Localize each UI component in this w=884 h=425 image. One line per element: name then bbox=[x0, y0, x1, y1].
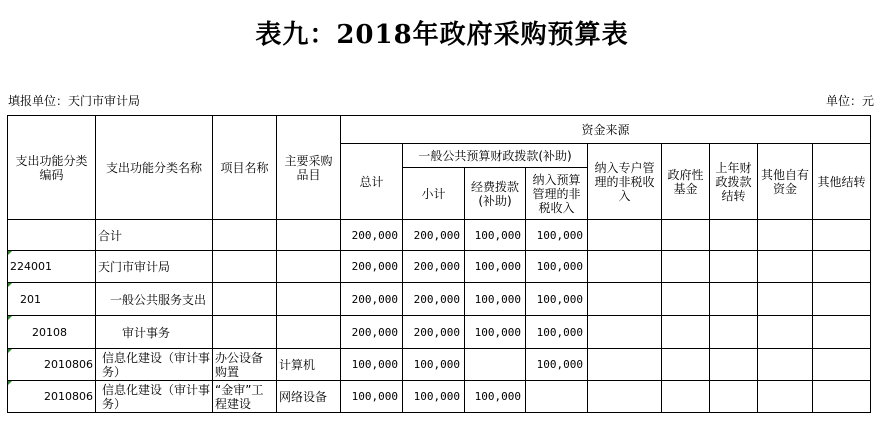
row-prev-year bbox=[710, 381, 758, 413]
row-name: 一般公共服务支出 bbox=[96, 283, 213, 316]
row-nontax: 100,000 bbox=[526, 316, 588, 349]
row-special bbox=[588, 381, 662, 413]
page-title: 表九：2018年政府采购预算表 bbox=[255, 20, 629, 50]
row-nontax bbox=[526, 381, 588, 413]
row-other bbox=[813, 316, 871, 349]
table-row bbox=[8, 283, 871, 316]
row-item bbox=[213, 251, 277, 283]
row-name: 信息化建设（审计事务） bbox=[96, 349, 213, 381]
row-funds: 100,000 bbox=[465, 381, 526, 413]
row-total: 100,000 bbox=[341, 349, 403, 381]
row-other bbox=[813, 220, 871, 251]
row-total: 200,000 bbox=[341, 220, 403, 251]
row-purchase bbox=[277, 316, 341, 349]
row-purchase: 网络设备 bbox=[277, 381, 341, 413]
row-other bbox=[813, 381, 871, 413]
table-row bbox=[8, 349, 871, 381]
row-funds bbox=[465, 349, 526, 381]
header-code: 支出功能分类编码 bbox=[8, 116, 96, 220]
header-fund-source: 资金来源 bbox=[341, 116, 871, 144]
row-item: 办公设备购置 bbox=[213, 349, 277, 381]
row-gov-fund bbox=[662, 251, 710, 283]
table-row bbox=[8, 251, 871, 283]
row-name: 合计 bbox=[96, 220, 213, 251]
header-funds: 经费拨款(补助) bbox=[465, 168, 526, 220]
row-code: 2010806 bbox=[8, 349, 96, 381]
row-purchase bbox=[277, 283, 341, 316]
row-total: 200,000 bbox=[341, 316, 403, 349]
header-subtotal: 小计 bbox=[403, 168, 465, 220]
row-item bbox=[213, 316, 277, 349]
row-prev-year bbox=[710, 251, 758, 283]
table-row bbox=[8, 381, 871, 413]
row-self bbox=[758, 316, 813, 349]
table-row bbox=[8, 220, 871, 251]
budget-table bbox=[7, 115, 871, 413]
header-item: 项目名称 bbox=[213, 116, 277, 220]
row-prev-year bbox=[710, 349, 758, 381]
row-other bbox=[813, 349, 871, 381]
header-other: 其他结转 bbox=[813, 144, 871, 220]
row-item bbox=[213, 283, 277, 316]
row-funds: 100,000 bbox=[465, 316, 526, 349]
reporting-unit: 填报单位：天门市审计局 bbox=[8, 94, 141, 108]
row-special bbox=[588, 220, 662, 251]
row-self bbox=[758, 251, 813, 283]
currency-unit: 单位：元 bbox=[825, 94, 874, 108]
row-subtotal: 100,000 bbox=[403, 381, 465, 413]
row-code: 224001 bbox=[8, 251, 96, 283]
row-prev-year bbox=[710, 220, 758, 251]
row-funds: 100,000 bbox=[465, 251, 526, 283]
row-funds: 100,000 bbox=[465, 220, 526, 251]
row-total: 200,000 bbox=[341, 283, 403, 316]
header-self: 其他自有资金 bbox=[758, 144, 813, 220]
row-other bbox=[813, 251, 871, 283]
row-special bbox=[588, 251, 662, 283]
row-nontax: 100,000 bbox=[526, 220, 588, 251]
header-gov-fund: 政府性基金 bbox=[662, 144, 710, 220]
row-funds: 100,000 bbox=[465, 283, 526, 316]
row-special bbox=[588, 283, 662, 316]
header-total: 总计 bbox=[341, 144, 403, 220]
row-item: “金审”工程建设 bbox=[213, 381, 277, 413]
row-purchase bbox=[277, 220, 341, 251]
row-gov-fund bbox=[662, 220, 710, 251]
row-self bbox=[758, 381, 813, 413]
header-special: 纳入专户管理的非税收入 bbox=[588, 144, 662, 220]
row-subtotal: 200,000 bbox=[403, 316, 465, 349]
row-gov-fund bbox=[662, 316, 710, 349]
row-nontax: 100,000 bbox=[526, 349, 588, 381]
header-purchase: 主要采购品目 bbox=[277, 116, 341, 220]
header-prev-year: 上年财政拨款结转 bbox=[710, 144, 758, 220]
row-total: 100,000 bbox=[341, 381, 403, 413]
row-purchase bbox=[277, 251, 341, 283]
row-name: 审计事务 bbox=[96, 316, 213, 349]
header-name: 支出功能分类名称 bbox=[96, 116, 213, 220]
row-nontax: 100,000 bbox=[526, 251, 588, 283]
row-prev-year bbox=[710, 283, 758, 316]
row-other bbox=[813, 283, 871, 316]
row-gov-fund bbox=[662, 283, 710, 316]
row-subtotal: 100,000 bbox=[403, 349, 465, 381]
row-prev-year bbox=[710, 316, 758, 349]
row-subtotal: 200,000 bbox=[403, 283, 465, 316]
row-item bbox=[213, 220, 277, 251]
row-name: 信息化建设（审计事务） bbox=[96, 381, 213, 413]
row-total: 200,000 bbox=[341, 251, 403, 283]
row-gov-fund bbox=[662, 381, 710, 413]
row-gov-fund bbox=[662, 349, 710, 381]
row-self bbox=[758, 349, 813, 381]
row-self bbox=[758, 283, 813, 316]
row-subtotal: 200,000 bbox=[403, 220, 465, 251]
row-nontax: 100,000 bbox=[526, 283, 588, 316]
row-code: 20108 bbox=[8, 316, 96, 349]
header-nontax: 纳入预算管理的非税收入 bbox=[526, 168, 588, 220]
row-code: 201 bbox=[8, 283, 96, 316]
row-special bbox=[588, 316, 662, 349]
table-row bbox=[8, 316, 871, 349]
row-purchase: 计算机 bbox=[277, 349, 341, 381]
row-name: 天门市审计局 bbox=[96, 251, 213, 283]
row-code: 2010806 bbox=[8, 381, 96, 413]
row-self bbox=[758, 220, 813, 251]
row-subtotal: 200,000 bbox=[403, 251, 465, 283]
header-general: 一般公共预算财政拨款(补助) bbox=[403, 144, 588, 168]
row-special bbox=[588, 349, 662, 381]
row-code bbox=[8, 220, 96, 251]
